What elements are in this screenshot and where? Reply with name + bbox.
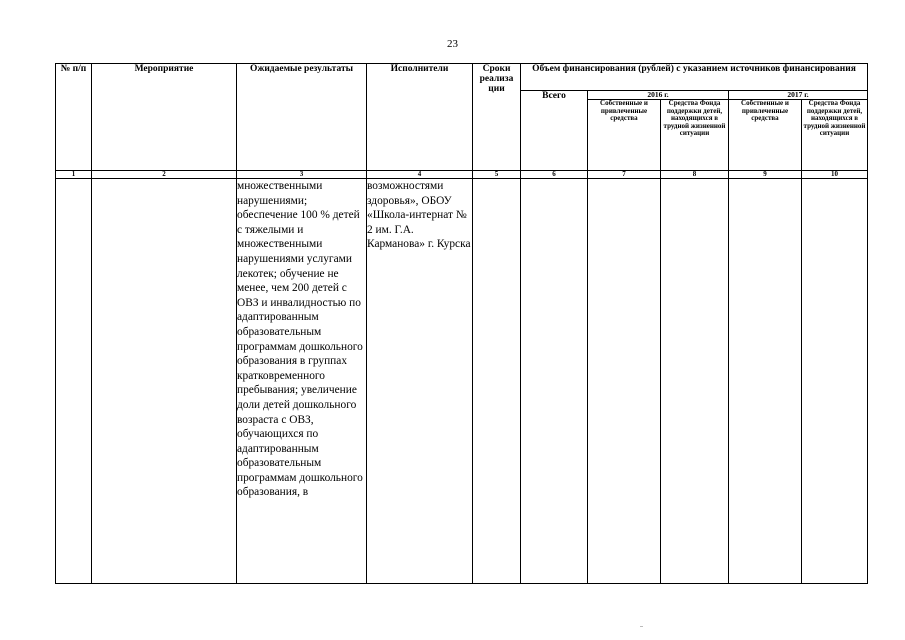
scan-mark [640,626,643,627]
cell-number [56,179,92,584]
header-own-funds-2017: Собственные и привлеченные средства [729,100,802,171]
funding-table [55,63,868,584]
header-activity: Мероприятие [92,64,237,171]
column-number: 5 [473,171,521,179]
column-number: 4 [367,171,473,179]
header-year-2017: 2017 г. [729,91,868,100]
header-expected-results: Ожидаемые результаты [237,64,367,171]
cell-fund-2017 [802,179,868,584]
header-terms: Сроки реализа ции [473,64,521,171]
cell-fund-2016 [661,179,729,584]
column-number: 2 [92,171,237,179]
column-number: 8 [661,171,729,179]
header-fund-support-2016: Средства Фонда поддержки детей, находящихся в трудной жизненной ситуации [661,100,729,171]
table-row [56,179,868,584]
header-executors: Исполнители [367,64,473,171]
header-year-2016: 2016 г. [588,91,729,100]
page-number: 23 [447,38,458,50]
column-number: 3 [237,171,367,179]
column-number: 7 [588,171,661,179]
column-number: 1 [56,171,92,179]
header-funding: Объем финансирования (рублей) с указанием источников финансирования [521,64,868,91]
header-fund-support-2017: Средства Фонда поддержки детей, находящихся в трудной жизненной ситуации [802,100,868,171]
cell-total [521,179,588,584]
column-number: 10 [802,171,868,179]
header-own-funds-2016: Собственные и привлеченные средства [588,100,661,171]
header-total: Всего [521,91,588,171]
header-number: № п/п [56,64,92,171]
column-number: 9 [729,171,802,179]
cell-own-2017 [729,179,802,584]
cell-own-2016 [588,179,661,584]
cell-expected-results: множественными нарушениями; обеспечение 100 % детей с тяжелыми и множественными нарушениями услугами лекотек; обучение не менее, чем 200 детей с ОВЗ и инвалидностью по адаптированным образовательным программам дошкольного образования в группах кратковременного пребывания; увеличение доли детей дошкольного возраста с ОВЗ, обучающихся по адаптированным образовательным программам дошкольного образования, в [237,179,367,584]
cell-executors: возможностями здоровья», ОБОУ «Школа-интернат № 2 им. Г.А. Карманова» г. Курска [367,179,473,584]
cell-terms [473,179,521,584]
column-number: 6 [521,171,588,179]
cell-activity [92,179,237,584]
